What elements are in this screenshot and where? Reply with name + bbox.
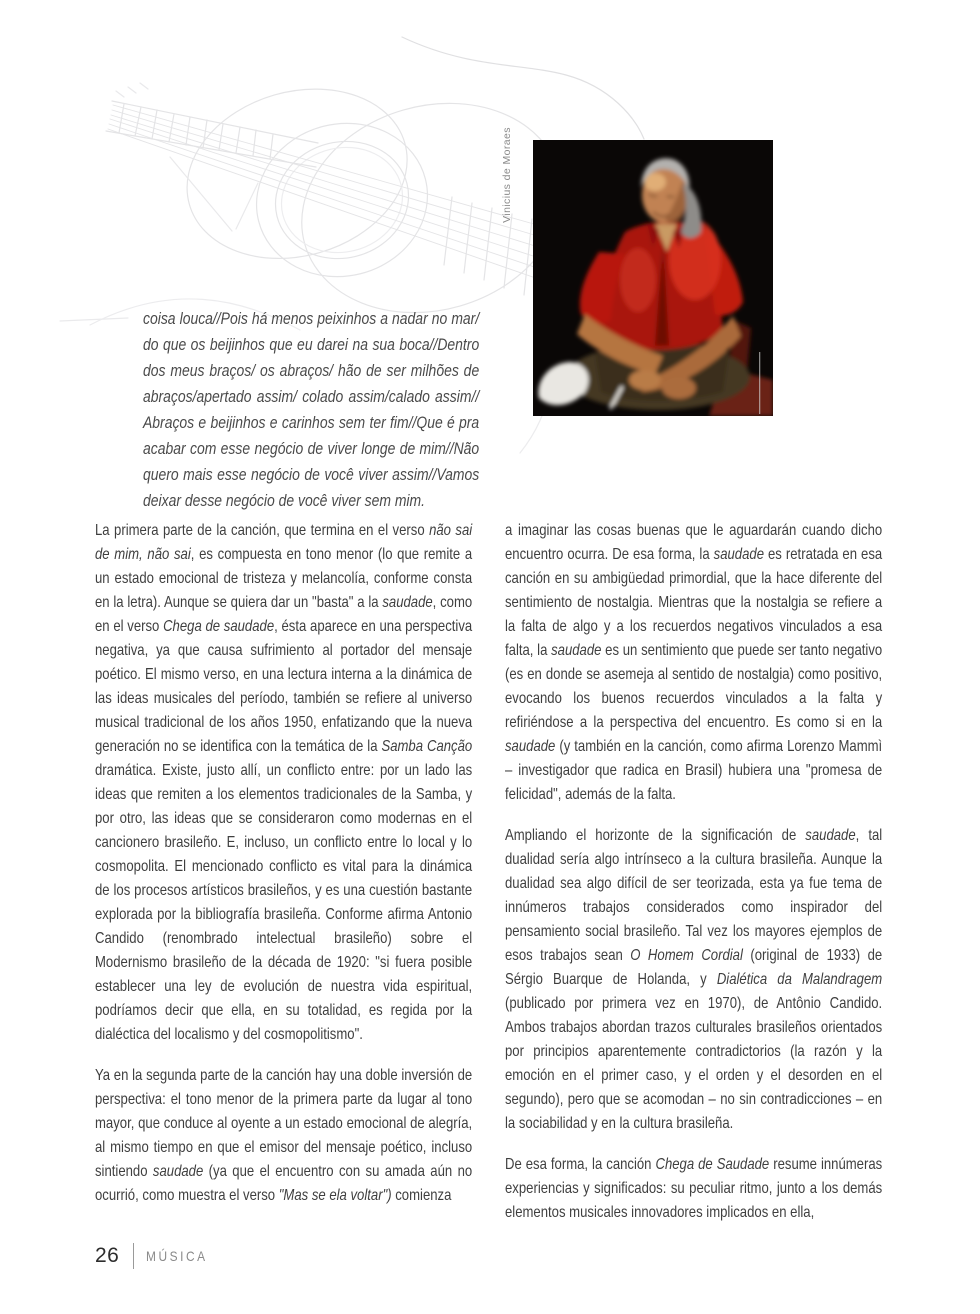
page-number: 26 bbox=[95, 1244, 120, 1267]
paragraph: Ya en la segunda parte de la canción hay una doble inversión de perspectiva: el tono menor de la primera parte da lugar al tono mayor, que conduce al oyente a un estado emocional de alegría, al mismo tiempo en que el emisor del mensaje poético, incluso sintiendo saudade (ya que el encuentro con su amada aún no ocurrió, como muestra el verso "Mas se ela voltar") comienza bbox=[95, 1067, 473, 1204]
photo-light-streak bbox=[759, 352, 760, 414]
vinicius-portrait-photo bbox=[533, 140, 773, 416]
page-footer bbox=[95, 1243, 219, 1269]
right-column bbox=[505, 519, 882, 1225]
section-title: MÚSICA bbox=[146, 1248, 208, 1264]
photo-caption: Vinicius de Moraes bbox=[501, 127, 513, 223]
paragraph: Ampliando el horizonte de la significación de saudade, tal dualidad sería algo intrínseco a la cultura brasileña. Aunque la dualidad sea algo difícil de ser teorizada, esta ya fue tema de innúmeros trabajos considerados como inspirador del pensamiento social brasileño. Tal vez los mayores ejemplos de esos trabajos sean O Homem Cordial (original de 1933) de Sérgio Buarque de Holanda, y Dialética da Malandragem (publicado por primera vez en 1970), de Antônio Candido. Ambos trabajos abordan trazos culturales brasileños orientados por principios aparentemente contradictorios (la razón y la emoción en el primer caso, y el orden y el desorden en el segundo), pero que se acomodan – no sin contradicciones – en la sociabilidad y en la cultura brasileña. bbox=[505, 827, 883, 1132]
footer-divider bbox=[133, 1243, 134, 1269]
paragraph: a imaginar las cosas buenas que le aguardarán cuando dicho encuentro ocurra. De esa forma, la saudade es retratada en esa canción en su ambigüedad primordial, que la hace diferente del sentimiento de nostalgia. Mientras que la nostalgia se refiere a la falta de algo y a los recuerdos negativos vinculados a esa falta, la saudade es un sentimiento que puede ser tanto negativo (es en donde se asemeja al sentido de nostalgia) como positivo, evocando los buenos recuerdos vinculados a la falta y refiriéndose a la perspectiva del encuentro. Es como si en la saudade (y también en la canción, como afirma Lorenzo Mammì – investigador que radica en Brasil) hubiera una "promesa de felicidad", además de la falta. bbox=[505, 522, 883, 803]
paragraph: La primera parte de la canción, que termina en el verso não sai de mim, não sai, es compuesta en tono menor (lo que remite a un estado emocional de tristeza y melancolía, conforme consta en la letra). Aunque se quiera dar un "basta" a la saudade, como en el verso Chega de saudade, ésta aparece en una perspectiva negativa, ya que causa sufrimiento al portador del mensaje poético. El mismo verso, en una lectura interna a la dinámica de las ideas musicales del período, también se refiere al universo musical tradicional de los años 1950, enfatizando que la nueva generación no se identifica con la temática de la Samba Canção dramática. Existe, justo allí, un conflicto entre: por un lado las ideas que remiten a los elementos tradicionales de la Samba, y por otro, las ideas que se consideraron como modernas en el cancionero brasileño. E, incluso, un conflicto entre lo local y lo cosmopolita. El mencionado conflicto es vital para la dinámica de los procesos artísticos brasileños, y es una cuestión bastante explorada por la bibliografía brasileña. Conforme afirma Antonio Candido (renombrado intelectual brasileño) sobre el Modernismo brasileño de la década de 1920: "si fuera posible establecer una ley de evolución de nuestra vida espiritual, podríamos decir que ella, en su totalidad, es regida por la dialéctica del localismo y del cosmopolitismo". bbox=[95, 522, 473, 1043]
paragraph: De esa forma, la canción Chega de Saudade resume innúmeras experiencias y significados: su peculiar ritmo, junto a los demás elementos musicales innovadores implicados en ella, bbox=[505, 1156, 883, 1221]
portrait-illustration bbox=[533, 140, 773, 416]
left-column bbox=[95, 519, 472, 1208]
lyrics-quote: coisa louca//Pois há menos peixinhos a nadar no mar/ do que os beijinhos que eu darei na sua boca//Dentro dos meus braços/ os abraços/ hão de ser milhões de abraços/apertado assim/ colado assim/calado assim// Abraços e beijinhos e carinhos sem ter fim//Que é pra acabar com esse negócio de viver longe de mim//Não quero mais esse negócio de você viver assim//Vamos deixar desse negócio de você viver sem mim. bbox=[143, 309, 480, 510]
